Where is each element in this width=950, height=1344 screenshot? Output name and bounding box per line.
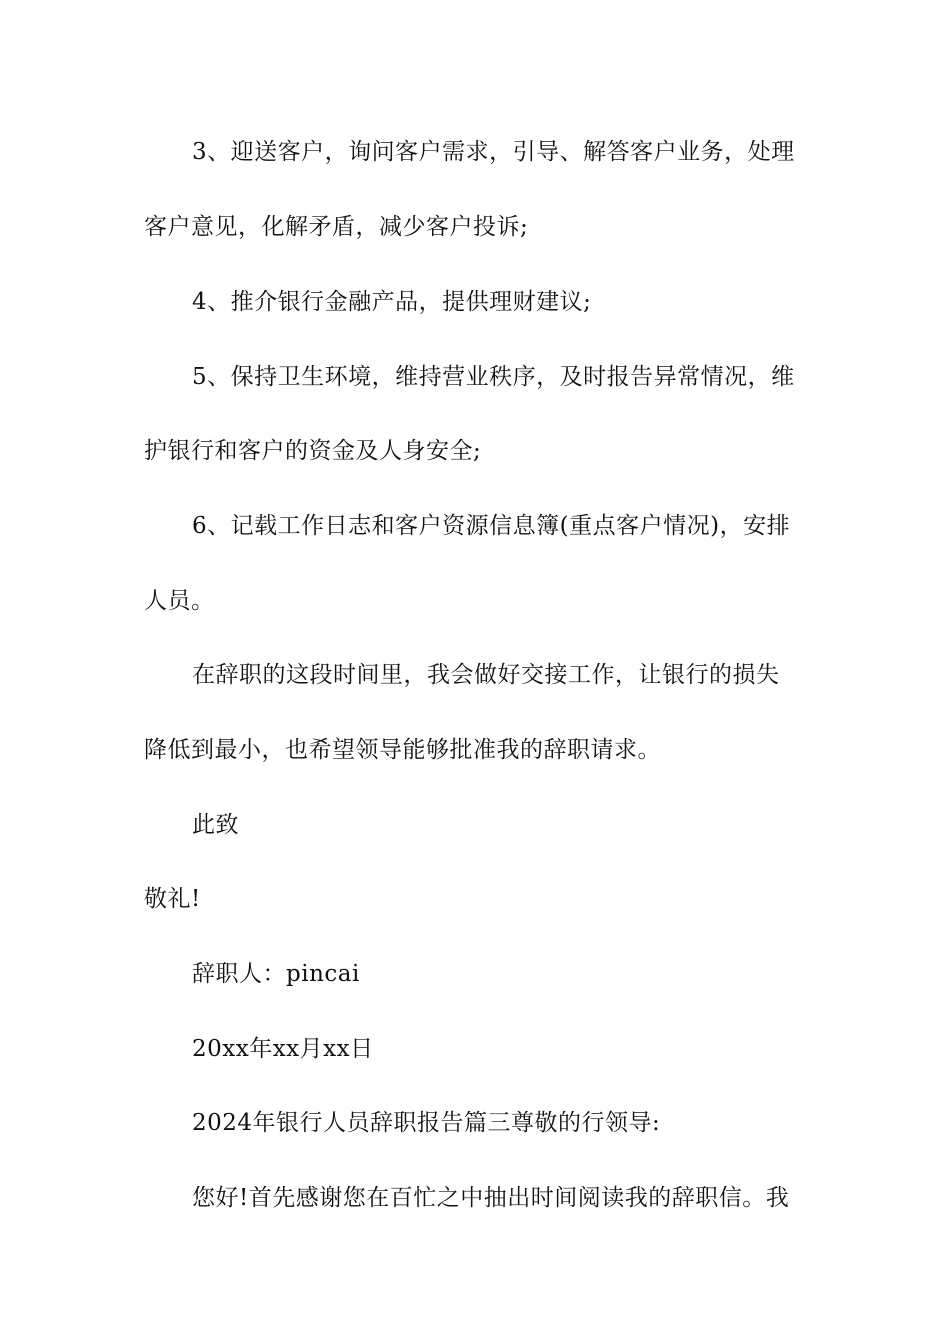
text-line: 6、记载工作日志和客户资源信息簿(重点客户情况)，安排 xyxy=(192,513,791,539)
text-line: 降低到最小，也希望领导能够批准我的辞职请求。 xyxy=(144,737,661,763)
signature-line: 辞职人：pincai xyxy=(192,961,360,987)
closing-salutation: 此致 xyxy=(192,812,239,838)
text-line: 您好!首先感谢您在百忙之中抽出时间阅读我的辞职信。我 xyxy=(192,1185,790,1211)
text-line: 客户意见，化解矛盾，减少客户投诉; xyxy=(144,214,529,240)
text-line: 人员。 xyxy=(144,588,215,614)
closing-regards: 敬礼! xyxy=(144,886,201,912)
text-line: 3、迎送客户，询问客户需求，引导、解答客户业务，处理 xyxy=(192,139,795,165)
date-line: 20xx年xx月xx日 xyxy=(192,1036,374,1062)
section-heading: 2024年银行人员辞职报告篇三尊敬的行领导: xyxy=(192,1110,661,1136)
text-line: 在辞职的这段时间里，我会做好交接工作，让银行的损失 xyxy=(192,662,780,688)
text-line: 5、保持卫生环境，维持营业秩序，及时报告异常情况，维 xyxy=(192,364,795,390)
text-line: 护银行和客户的资金及人身安全; xyxy=(144,438,482,464)
text-line: 4、推介银行金融产品，提供理财建议; xyxy=(192,289,592,315)
